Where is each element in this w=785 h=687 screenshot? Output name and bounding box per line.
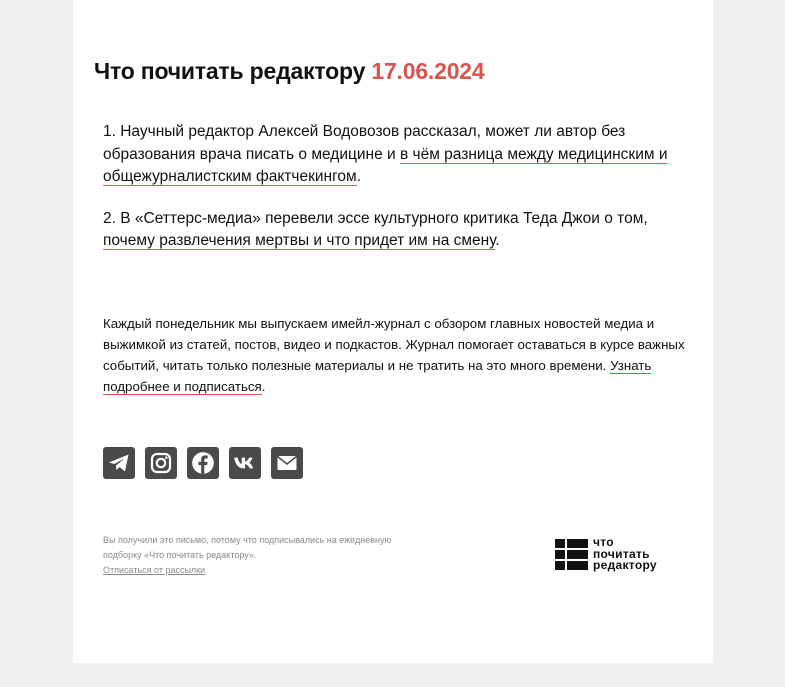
promo-paragraph bbox=[103, 313, 688, 397]
list-item bbox=[103, 208, 688, 253]
telegram-icon[interactable] bbox=[103, 447, 135, 479]
title-date: 17.06.2024 bbox=[371, 58, 485, 84]
unsubscribe-link[interactable]: Отписаться от рассылки bbox=[103, 565, 206, 575]
vk-icon[interactable] bbox=[229, 447, 261, 479]
instagram-icon[interactable] bbox=[145, 447, 177, 479]
promo-text: Каждый понедельник мы выпускаем имейл-журнал с обзором главных новостей медиа и выжимкой из статей, постов, видео и подкастов. Журнал помогает оставаться в курсе важных событий, читать только полезные материалы и не тратить на это много времени. bbox=[103, 316, 685, 373]
logo bbox=[555, 537, 657, 572]
logo-wordmark bbox=[593, 537, 657, 572]
logo-line-1: что bbox=[593, 535, 614, 549]
list-item bbox=[103, 121, 688, 189]
item-text: 2. В «Сеттерс-медиа» перевели эссе культурного критика Теда Джои о том, bbox=[103, 209, 648, 227]
footer-text: Вы получили это письмо, потому что подписывались на ежедневную подборку «Что почитать редактору». bbox=[103, 535, 392, 560]
logo-line-3: редактору bbox=[593, 558, 657, 572]
social-links bbox=[103, 447, 303, 479]
subscribe-link[interactable]: Узнать подробнее и подписаться bbox=[103, 358, 652, 394]
item-text-end: . bbox=[356, 168, 361, 185]
promo-text-end: . bbox=[261, 379, 266, 394]
email-card bbox=[73, 0, 713, 663]
item-link[interactable]: в чём разница между медицинским и общежурналистским фактчекингом bbox=[103, 145, 668, 185]
news-list bbox=[103, 121, 688, 272]
footer-note bbox=[103, 533, 393, 578]
item-text-end: . bbox=[495, 232, 500, 249]
logo-mark-icon bbox=[555, 539, 588, 570]
title-text: Что почитать редактору bbox=[94, 58, 366, 84]
logo-line-2: почитать bbox=[593, 546, 650, 561]
item-link[interactable]: почему развлечения мертвы и что придет им на смену bbox=[103, 232, 496, 249]
email-icon[interactable] bbox=[271, 447, 303, 479]
item-text: 1. Научный редактор Алексей Водовозов рассказал, может ли автор без образования врача писать о медицине и bbox=[103, 123, 626, 163]
facebook-icon[interactable] bbox=[187, 447, 219, 479]
page-title bbox=[94, 58, 485, 85]
